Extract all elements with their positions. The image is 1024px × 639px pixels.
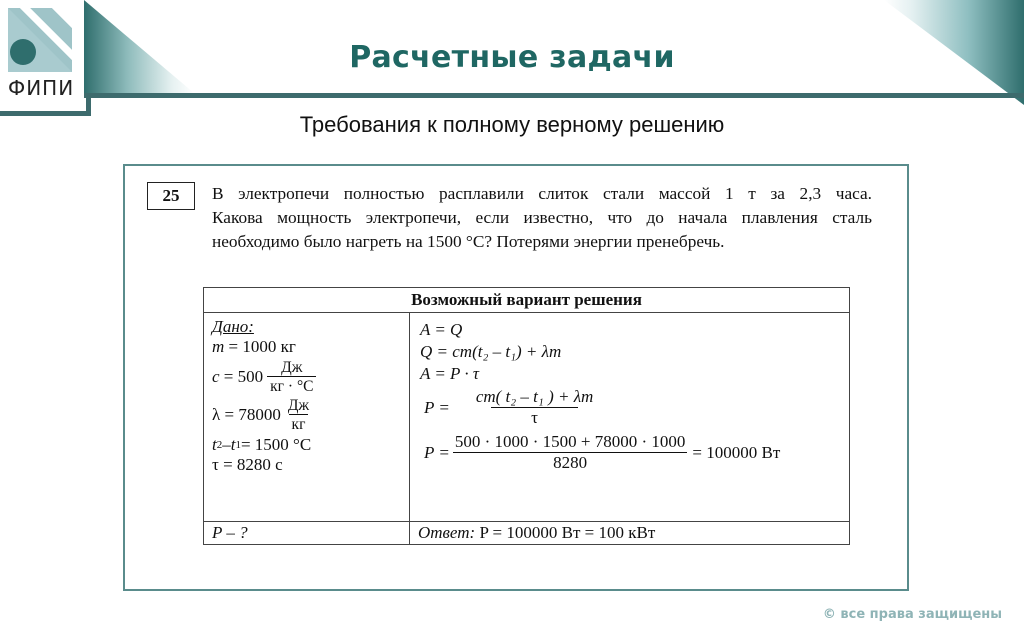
equation-3: A = P · τ bbox=[420, 364, 479, 383]
given-heat-capacity: c = 500 $\frac{Дж}{кг \cdot ^\circ С}$ bbox=[212, 359, 409, 395]
solution-header: Возможный вариант решения bbox=[204, 288, 850, 313]
find-cell bbox=[204, 522, 410, 545]
given-cell bbox=[204, 313, 410, 522]
fraction: $\frac{Дж}{кг}$ bbox=[287, 397, 310, 433]
answer-cell bbox=[410, 522, 850, 545]
fraction: $\frac{\text{cm( t₂ – t₁ ) + λm}}{\tau}$ bbox=[475, 387, 594, 427]
given-latent-heat: λ = 78000 $\frac{Дж}{кг}$ bbox=[212, 397, 409, 433]
fraction: $\frac{500 \cdot 1000 \cdot 1500 + 78000 \cdot 1000}{8280}$ bbox=[454, 432, 686, 472]
page-subtitle: Требования к полному верному решению bbox=[299, 112, 725, 137]
solution-table bbox=[203, 287, 850, 545]
given-label: Дано: bbox=[212, 317, 254, 336]
equation-2: Q = cm(t₂ – t₁) + λm bbox=[420, 342, 562, 361]
unknown-label: P – ? bbox=[212, 523, 248, 542]
header-divider bbox=[84, 93, 1024, 98]
copyright-notice: © все права защищены bbox=[822, 607, 1002, 622]
given-time: τ = 8280 с bbox=[212, 455, 283, 474]
page-title: Расчетные задачи bbox=[349, 40, 675, 75]
answer-label: Ответ: bbox=[418, 523, 476, 542]
answer-value: P = 100000 Вт = 100 кВт bbox=[475, 523, 656, 542]
task-line: В электропечи полностью расплавили слиток стали массой 1 т за 2,3 часа. bbox=[212, 184, 872, 203]
work-cell bbox=[410, 313, 850, 522]
task-line: необходимо было нагреть на 1500 °С? Потерями энергии пренебречь. bbox=[212, 232, 725, 251]
task-line: Какова мощность электропечи, если известно, что до начала плавления сталь bbox=[212, 208, 872, 227]
equation-5: P = $\frac{500 \cdot 1000 \cdot 1500 + 78000 \cdot 1000}{8280}$ = 100000 Вт bbox=[424, 432, 781, 472]
logo-text: ФИПИ bbox=[8, 76, 75, 100]
given-temperature-delta: t 2 – t 1 = 1500 °С bbox=[212, 435, 312, 454]
fraction: $\frac{Дж}{кг \cdot ^\circ С}$ bbox=[267, 359, 316, 395]
task-number: 25 bbox=[147, 182, 195, 210]
task-statement bbox=[212, 182, 872, 254]
given-mass: m = 1000 кг bbox=[212, 337, 296, 356]
equation-1: A = Q bbox=[420, 320, 463, 339]
equation-4: P = $\frac{\text{cm( t₂ – t₁ ) + λm}}{\tau}$ bbox=[424, 387, 849, 428]
